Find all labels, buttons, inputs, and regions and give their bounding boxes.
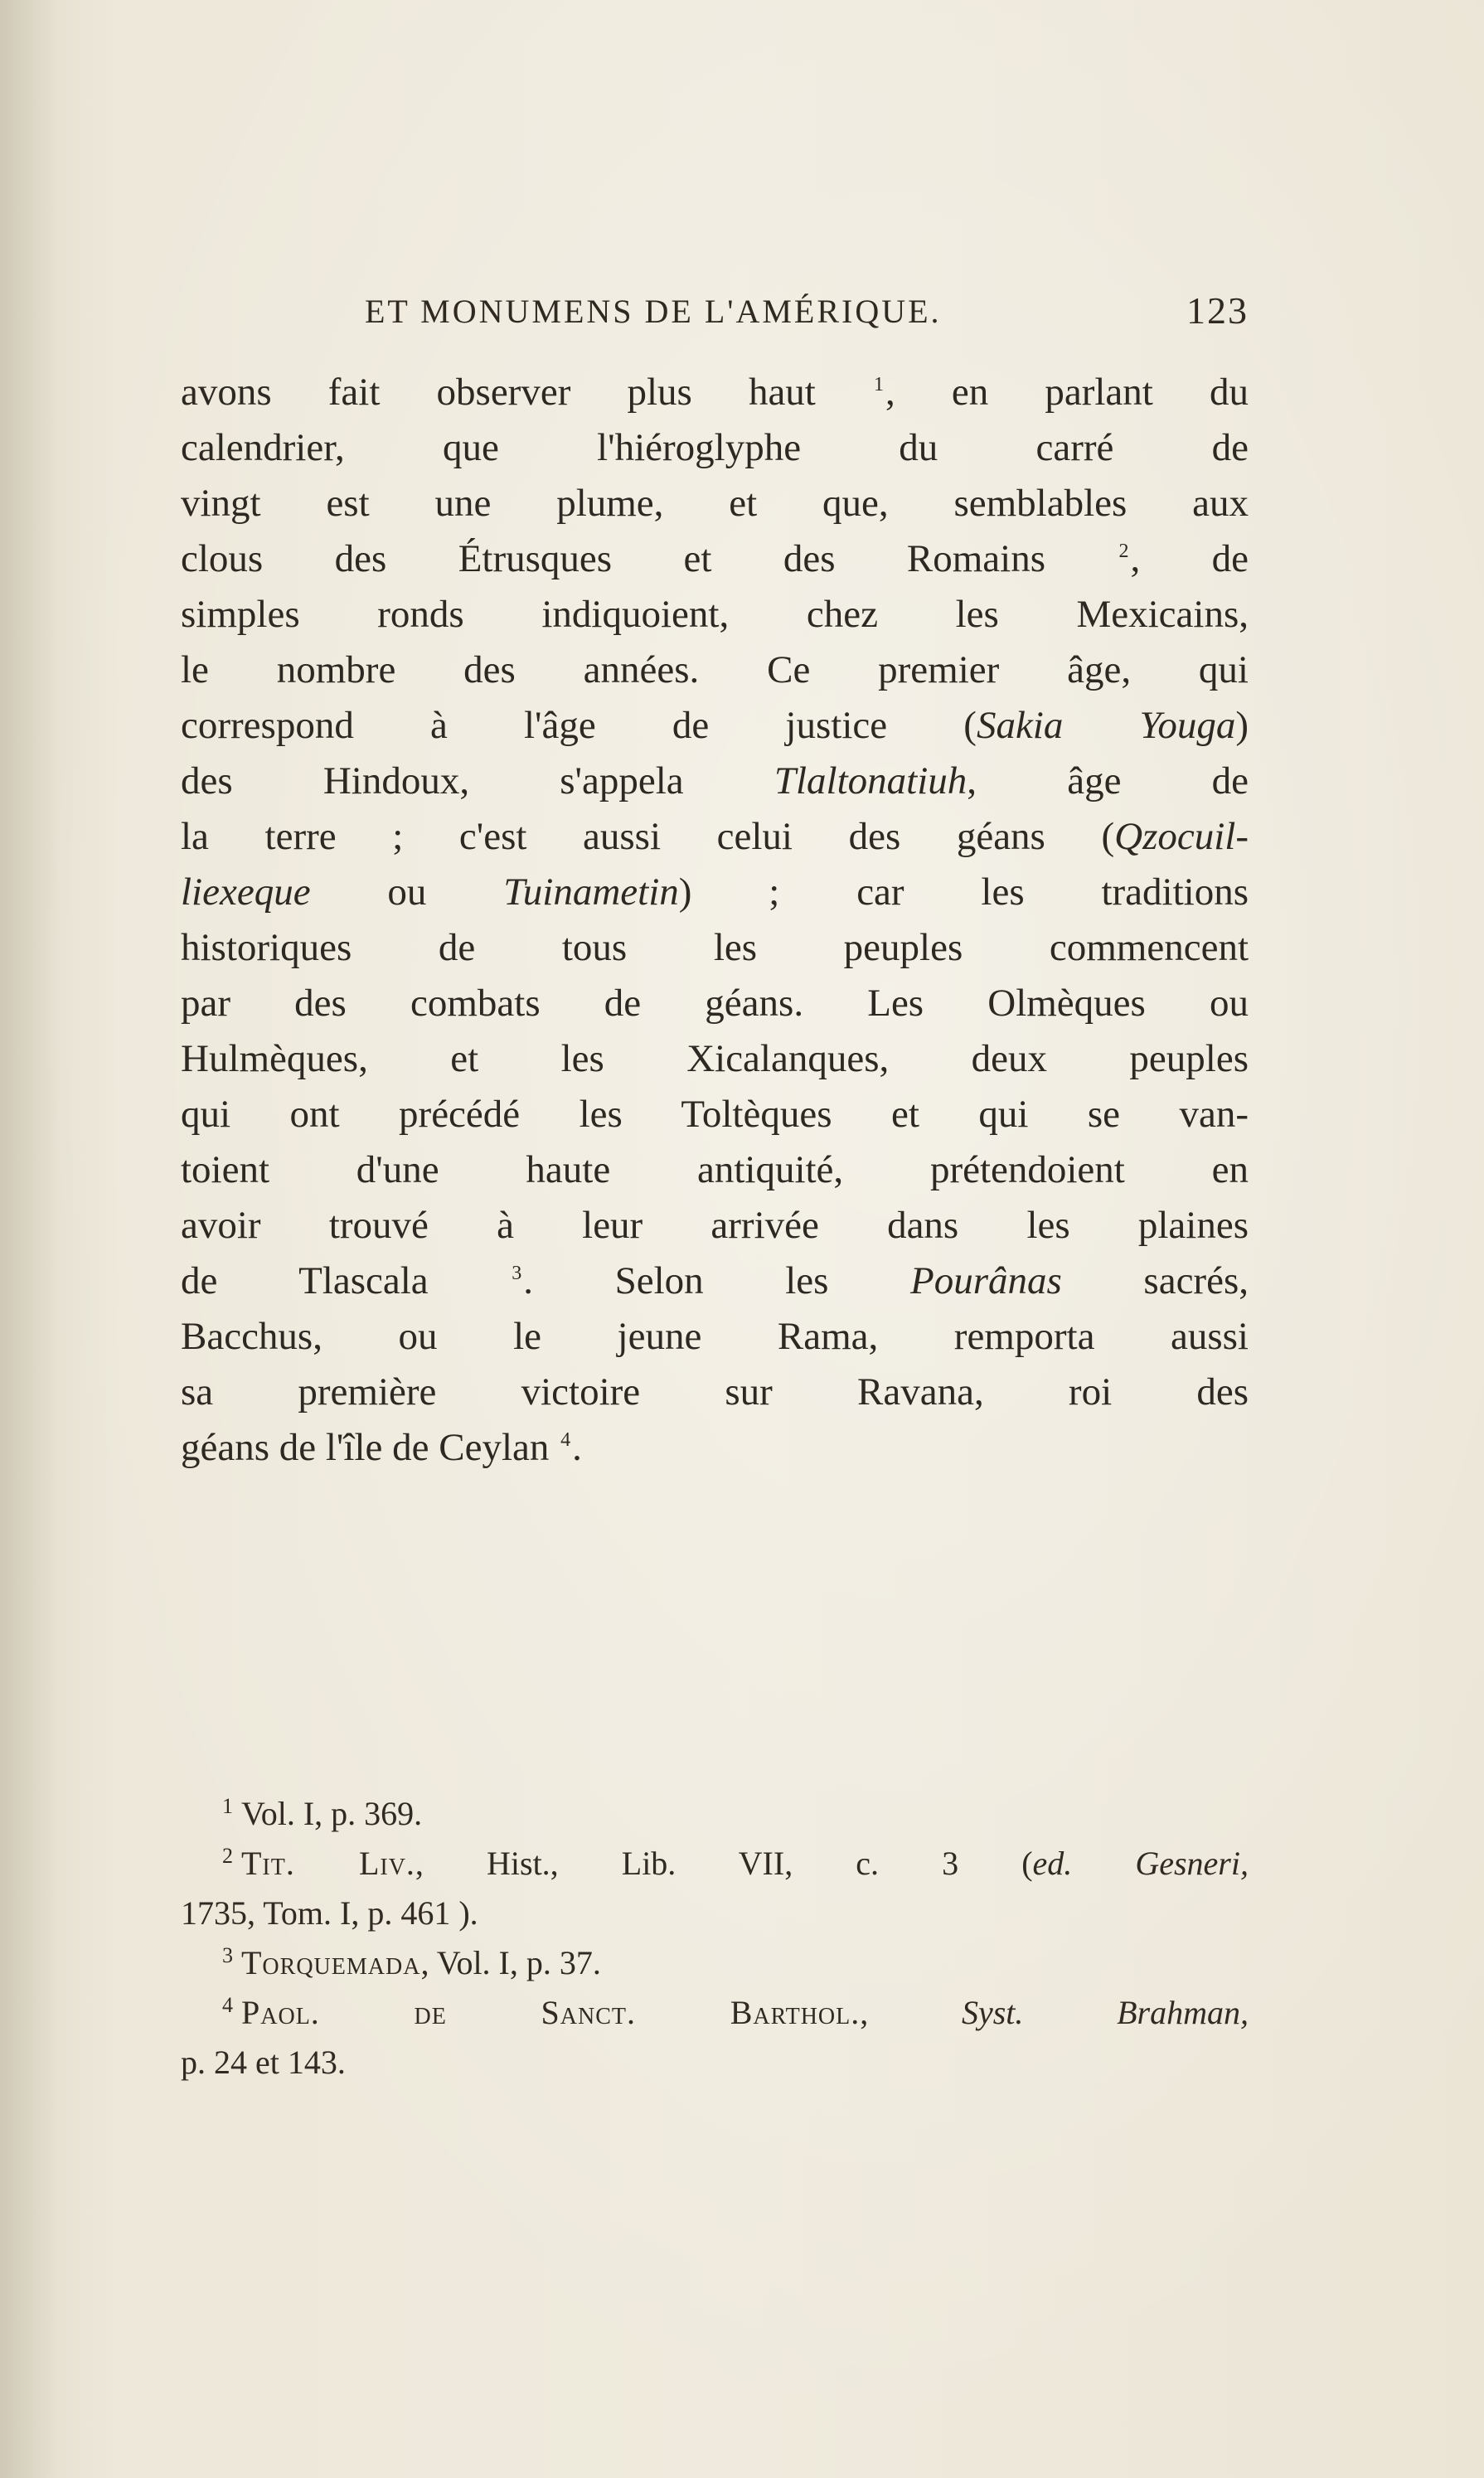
text-line bbox=[181, 420, 1249, 476]
footnote-text: , Hist., Lib. VII, c. 3 ( bbox=[415, 1845, 1033, 1882]
text-line bbox=[181, 1087, 1249, 1142]
text-line bbox=[181, 1198, 1249, 1254]
footnote-number: 2 bbox=[222, 1843, 233, 1868]
italic-title: Syst. Brahman, bbox=[961, 1994, 1249, 2031]
footnote-number: 1 bbox=[222, 1793, 233, 1818]
text-run: vingt est une plume, et que, semblables aux bbox=[181, 482, 1249, 525]
text-run: ou bbox=[310, 870, 504, 914]
footnote-text: 1735, Tom. I, p. 461 ). bbox=[181, 1894, 478, 1932]
text-run: ) bbox=[1235, 704, 1249, 747]
footnotes bbox=[181, 1789, 1249, 2088]
body-text bbox=[181, 365, 1249, 1476]
footnote-reference: 2 bbox=[1118, 541, 1129, 563]
text-line bbox=[181, 1031, 1249, 1087]
footnote-line bbox=[181, 1839, 1249, 1889]
text-run: . bbox=[572, 1426, 582, 1469]
text-line bbox=[181, 1254, 1249, 1309]
text-line bbox=[181, 1420, 1249, 1476]
footnote-text: Vol. I, p. 369. bbox=[241, 1795, 423, 1832]
footnote-number: 4 bbox=[222, 1992, 233, 2017]
page-gutter-shadow bbox=[0, 0, 58, 2478]
footnote-number: 3 bbox=[222, 1942, 233, 1967]
author-name: Paol. de Sanct. Barthol. bbox=[241, 1994, 861, 2031]
footnote-line bbox=[181, 1889, 1249, 1938]
text-run: avoir trouvé à leur arrivée dans les plaines bbox=[181, 1204, 1249, 1247]
text-line bbox=[181, 365, 1249, 420]
text-run: avons fait observer plus haut bbox=[181, 371, 872, 414]
text-line bbox=[181, 587, 1249, 643]
text-run: sacrés, bbox=[1061, 1259, 1249, 1302]
text-run: des Hindoux, s'appela bbox=[181, 759, 774, 803]
text-run: ) ; car les traditions bbox=[678, 870, 1249, 914]
italic-term: Qzocuil- bbox=[1114, 815, 1249, 858]
footnote-line bbox=[181, 1789, 1249, 1839]
footnote-line bbox=[181, 2038, 1249, 2088]
text-line bbox=[181, 698, 1249, 754]
text-line bbox=[181, 865, 1249, 920]
italic-term: Sakia Youga bbox=[976, 704, 1236, 747]
text-line bbox=[181, 920, 1249, 976]
text-run: . Selon les bbox=[523, 1259, 911, 1302]
footnote-reference: 1 bbox=[874, 374, 884, 396]
text-run: , en parlant du bbox=[885, 371, 1249, 414]
text-run: de Tlascala bbox=[181, 1259, 511, 1302]
text-run: sa première victoire sur Ravana, roi des bbox=[181, 1370, 1249, 1414]
footnote-reference: 3 bbox=[512, 1263, 522, 1285]
italic-term: Tlaltonatiuh bbox=[774, 759, 968, 803]
text-run: simples ronds indiquoient, chez les Mexicains, bbox=[181, 593, 1249, 636]
author-name: Torquemada bbox=[241, 1944, 421, 1981]
text-line bbox=[181, 476, 1249, 531]
running-title: ET MONUMENS DE L'AMÉRIQUE. bbox=[365, 293, 942, 330]
italic-term: Pourânas bbox=[910, 1259, 1062, 1302]
text-run: Bacchus, ou le jeune Rama, remporta aussi bbox=[181, 1315, 1249, 1358]
footnote-text: p. 24 et 143. bbox=[181, 2044, 346, 2081]
text-run: , de bbox=[1130, 537, 1249, 580]
footnote-text: , bbox=[860, 1994, 962, 2031]
footnote-line bbox=[181, 1988, 1249, 2038]
text-run: Hulmèques, et les Xicalanques, deux peuples bbox=[181, 1037, 1249, 1080]
italic-term: liexeque bbox=[181, 870, 311, 914]
text-line bbox=[181, 809, 1249, 865]
text-run: géans de l'île de Ceylan bbox=[181, 1426, 560, 1469]
text-line bbox=[181, 1309, 1249, 1365]
author-name: Tit. Liv. bbox=[241, 1845, 415, 1882]
text-run: toient d'une haute antiquité, prétendoient en bbox=[181, 1148, 1249, 1191]
footnote-line bbox=[181, 1938, 1249, 1988]
footnote-text: , Vol. I, p. 37. bbox=[420, 1944, 601, 1981]
text-run: par des combats de géans. Les Olmèques ou bbox=[181, 982, 1249, 1025]
italic-term: Tuinametin bbox=[503, 870, 679, 914]
text-run: calendrier, que l'hiéroglyphe du carré de bbox=[181, 426, 1249, 469]
text-line bbox=[181, 531, 1249, 587]
text-line bbox=[181, 976, 1249, 1031]
text-run: la terre ; c'est aussi celui des géans ( bbox=[181, 815, 1115, 858]
page-header bbox=[181, 289, 1249, 342]
text-line bbox=[181, 643, 1249, 698]
text-run: , âge de bbox=[967, 759, 1249, 803]
text-line bbox=[181, 1365, 1249, 1420]
text-line bbox=[181, 1142, 1249, 1198]
text-run: correspond à l'âge de justice ( bbox=[181, 704, 977, 747]
page-number: 123 bbox=[1186, 289, 1249, 332]
text-run: qui ont précédé les Toltèques et qui se van- bbox=[181, 1093, 1249, 1136]
footnote-reference: 4 bbox=[560, 1429, 571, 1452]
text-line bbox=[181, 754, 1249, 809]
text-run: historiques de tous les peuples commencent bbox=[181, 926, 1249, 969]
italic-title: ed. Gesneri, bbox=[1032, 1845, 1249, 1882]
text-run: clous des Étrusques et des Romains bbox=[181, 537, 1118, 580]
text-run: le nombre des années. Ce premier âge, qui bbox=[181, 648, 1249, 691]
